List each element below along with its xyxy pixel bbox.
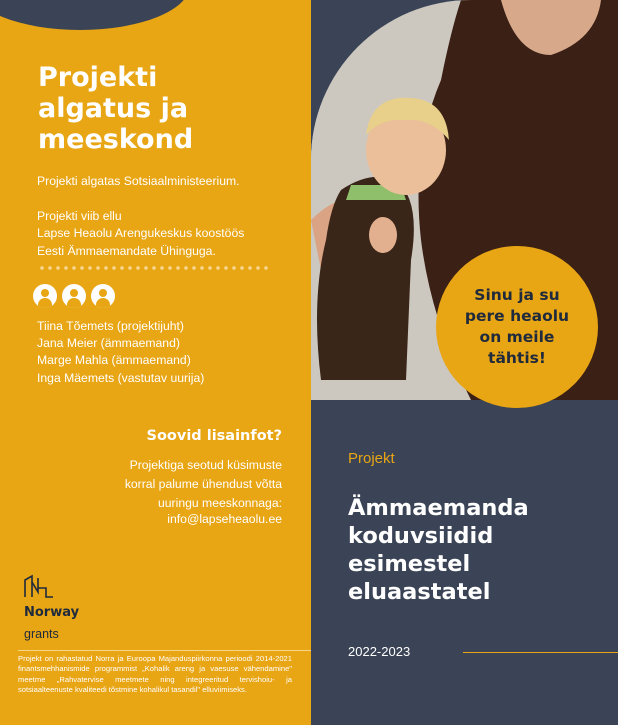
project-title: Ämmaemanda koduvsiidid esimestel eluaastatel	[348, 495, 529, 605]
team-member: Inga Mäemets (vastutav uurija)	[37, 370, 205, 385]
team-member: Marge Mahla (ämmaemand)	[37, 353, 191, 368]
section-title: Projekti algatus ja meeskond	[38, 62, 194, 155]
project-years: 2022-2023	[348, 644, 411, 659]
team-member: Jana Meier (ämmaemand)	[37, 336, 180, 351]
corner-decoration	[0, 0, 190, 30]
slogan-badge: Sinu ja su pere heaolu on meile tähtis!	[436, 246, 598, 408]
norway-grants-logo-icon	[24, 574, 54, 598]
project-label: Projekt	[348, 450, 395, 467]
years-divider	[463, 652, 618, 653]
right-panel	[311, 0, 618, 725]
contact-email[interactable]: info@lapseheaolu.ee	[167, 512, 282, 526]
implementer-text: Projekti viib ellu Lapse Heaolu Arengukeskus koostöös Eesti Ämmaemandate Ühinguga.	[37, 208, 245, 258]
team-member: Tiina Tõemets (projektijuht)	[37, 319, 184, 333]
dotted-divider	[38, 266, 270, 270]
team-icons	[33, 284, 115, 308]
initiator-text: Projekti algatas Sotsiaalministeerium.	[37, 174, 240, 188]
person-icon	[33, 284, 57, 308]
logo-name: Norway	[24, 605, 80, 620]
logo-subtitle: grants	[24, 627, 59, 641]
footer-divider	[18, 650, 311, 651]
person-icon	[91, 284, 115, 308]
team-list	[37, 318, 204, 387]
funding-note: Projekt on rahastatud Norra ja Euroopa Majanduspiirkonna perioodi 2014-2021 finantsmehhanismide programmist „Kohalik areng ja vaesuse vähendamine" meetme „Rahvatervise meetmete ning integreeritud tervishoiu- ja sotsiaalteenuste kvaliteedi tõstmine kohalikul tasandil" elluviimiseks.	[18, 654, 292, 694]
intro-text	[37, 173, 307, 277]
contact-heading: Soovid lisainfot?	[146, 428, 282, 444]
contact-text: Projektiga seotud küsimuste korral palume ühendust võtta uuringu meeskonnaga:	[124, 458, 282, 510]
person-icon	[62, 284, 86, 308]
